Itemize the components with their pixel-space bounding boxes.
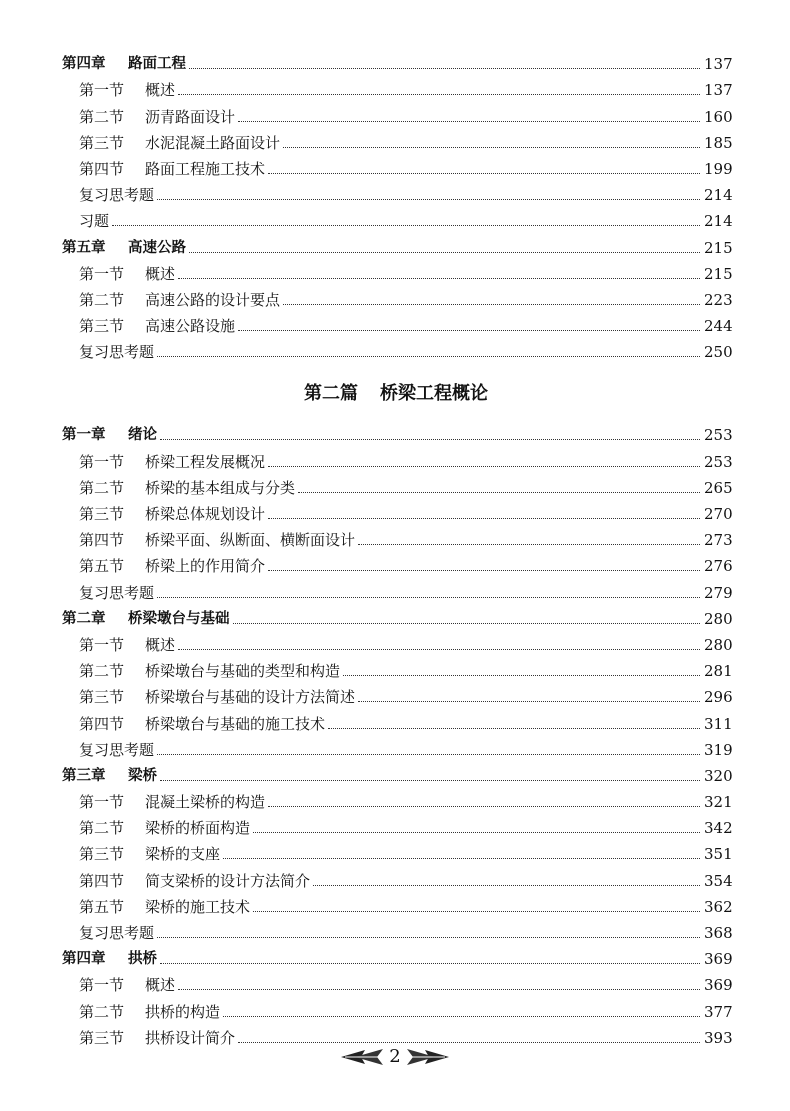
section-number: 第一节 bbox=[79, 452, 125, 471]
dot-leader bbox=[283, 304, 700, 305]
page-footer bbox=[0, 1046, 790, 1067]
section-title: 概述 bbox=[145, 81, 176, 100]
page-ref: 137 bbox=[704, 55, 733, 74]
page-ref: 321 bbox=[704, 793, 733, 812]
dot-leader bbox=[157, 754, 700, 755]
section-number: 第二节 bbox=[79, 107, 125, 126]
dot-leader bbox=[178, 278, 700, 279]
dot-leader bbox=[157, 597, 700, 598]
section-title: 复习思考题 bbox=[79, 740, 155, 759]
section-number: 第一节 bbox=[79, 81, 125, 100]
page-ref: 279 bbox=[704, 583, 733, 602]
page-number: 2 bbox=[389, 1046, 401, 1067]
toc-section-row[interactable] bbox=[62, 309, 733, 336]
dot-leader bbox=[268, 518, 700, 519]
section-number: 第一节 bbox=[79, 976, 125, 995]
dot-leader bbox=[238, 1042, 700, 1043]
page-ref: 215 bbox=[704, 238, 733, 257]
toc-section-row[interactable] bbox=[62, 785, 733, 812]
section-title: 桥梁墩台与基础的类型和构造 bbox=[145, 662, 341, 681]
chapter-number: 第二章 bbox=[62, 610, 106, 627]
dot-leader bbox=[223, 1016, 700, 1017]
table-of-contents bbox=[62, 47, 733, 1047]
section-title: 复习思考题 bbox=[79, 924, 155, 942]
section-number: 第四节 bbox=[79, 159, 125, 178]
section-number: 第二节 bbox=[79, 662, 125, 681]
toc-chapter-row[interactable] bbox=[62, 942, 733, 969]
dot-leader bbox=[268, 173, 700, 174]
dot-leader bbox=[268, 570, 700, 571]
page-ref: 377 bbox=[704, 1002, 733, 1021]
dot-leader bbox=[157, 356, 700, 357]
chapter-title: 拱桥 bbox=[128, 951, 157, 968]
page-ref: 160 bbox=[704, 107, 733, 126]
section-number: 第二节 bbox=[79, 290, 125, 309]
page-ref: 342 bbox=[704, 819, 733, 838]
toc-section-row[interactable] bbox=[62, 497, 733, 523]
page-ref: 270 bbox=[704, 505, 733, 523]
dot-leader bbox=[178, 94, 700, 95]
chapter-title: 绪论 bbox=[128, 427, 157, 444]
section-title: 概述 bbox=[145, 264, 176, 283]
page-ref: 393 bbox=[704, 1028, 733, 1047]
toc-section-row[interactable] bbox=[62, 863, 733, 890]
dot-leader bbox=[253, 832, 700, 833]
section-title: 梁桥的施工技术 bbox=[145, 897, 251, 916]
toc-section-row[interactable] bbox=[62, 178, 733, 205]
page-ref: 319 bbox=[704, 740, 733, 759]
dot-leader bbox=[157, 937, 700, 938]
toc-section-row[interactable] bbox=[62, 126, 733, 152]
toc-section-row[interactable] bbox=[62, 733, 733, 759]
section-number: 第三节 bbox=[79, 505, 125, 523]
chapter-title: 路面工程 bbox=[128, 56, 186, 73]
section-title: 混凝土梁桥的构造 bbox=[145, 793, 266, 812]
section-title: 复习思考题 bbox=[79, 583, 155, 602]
dot-leader bbox=[178, 649, 700, 650]
section-title: 沥青路面设计 bbox=[145, 107, 236, 126]
section-title: 桥梁墩台与基础的设计方法简述 bbox=[145, 688, 356, 707]
page-ref: 223 bbox=[704, 290, 733, 309]
page-ref: 351 bbox=[704, 845, 733, 864]
dot-leader bbox=[298, 492, 700, 493]
section-number: 第三节 bbox=[79, 133, 125, 152]
dot-leader bbox=[268, 806, 700, 807]
page-ref: 250 bbox=[704, 343, 733, 362]
part-title: 桥梁工程概论 bbox=[380, 382, 488, 404]
page-ref: 137 bbox=[704, 81, 733, 100]
toc-section-row[interactable] bbox=[62, 549, 733, 576]
dot-leader bbox=[283, 147, 700, 148]
page-ref: 368 bbox=[704, 924, 733, 942]
toc-section-row[interactable] bbox=[62, 523, 733, 550]
toc-section-row[interactable] bbox=[62, 837, 733, 864]
section-title: 桥梁总体规划设计 bbox=[145, 505, 266, 523]
dot-leader bbox=[189, 252, 700, 253]
dot-leader bbox=[160, 780, 700, 781]
dot-leader bbox=[253, 911, 700, 912]
toc-section-row[interactable] bbox=[62, 994, 733, 1021]
section-title: 复习思考题 bbox=[79, 186, 155, 205]
page-ref: 354 bbox=[704, 871, 733, 890]
section-number: 第五节 bbox=[79, 557, 125, 576]
section-title: 桥梁上的作用简介 bbox=[145, 557, 266, 576]
section-title: 桥梁的基本组成与分类 bbox=[145, 478, 296, 497]
toc-section-row[interactable] bbox=[62, 706, 733, 733]
toc-section-row[interactable] bbox=[62, 916, 733, 942]
toc-section-row[interactable] bbox=[62, 628, 733, 654]
toc-section-row[interactable] bbox=[62, 335, 733, 362]
page-ref: 280 bbox=[704, 635, 733, 654]
page-ref: 296 bbox=[704, 688, 733, 707]
toc-section-row[interactable] bbox=[62, 471, 733, 497]
page-ref: 276 bbox=[704, 557, 733, 576]
page-ref: 265 bbox=[704, 478, 733, 497]
toc-section-row[interactable] bbox=[62, 257, 733, 283]
page-ref: 369 bbox=[704, 950, 733, 969]
page-ref: 244 bbox=[704, 317, 733, 336]
section-number: 第二节 bbox=[79, 478, 125, 497]
toc-section-row[interactable] bbox=[62, 890, 733, 916]
page-ref: 253 bbox=[704, 452, 733, 471]
section-number: 第三节 bbox=[79, 845, 125, 864]
dot-leader bbox=[358, 701, 700, 702]
section-number: 第四节 bbox=[79, 871, 125, 890]
section-title: 路面工程施工技术 bbox=[145, 159, 266, 178]
dot-leader bbox=[112, 225, 700, 226]
section-number: 第三节 bbox=[79, 688, 125, 707]
page-ref: 311 bbox=[704, 714, 733, 733]
chapter-number: 第五章 bbox=[62, 239, 106, 256]
section-title: 拱桥的构造 bbox=[145, 1002, 221, 1021]
toc-section-row[interactable] bbox=[62, 444, 733, 471]
page-ref: 273 bbox=[704, 531, 733, 550]
section-number: 第二节 bbox=[79, 1002, 125, 1021]
toc-chapter-row[interactable] bbox=[62, 47, 733, 74]
section-number: 第一节 bbox=[79, 264, 125, 283]
page-ref: 214 bbox=[704, 186, 733, 205]
chapter-title: 桥梁墩台与基础 bbox=[128, 610, 230, 627]
toc-section-row[interactable] bbox=[62, 99, 733, 126]
chapter-title: 高速公路 bbox=[128, 239, 186, 256]
chapter-number: 第四章 bbox=[62, 951, 106, 968]
dot-leader bbox=[343, 675, 700, 676]
section-title: 梁桥的桥面构造 bbox=[145, 819, 251, 838]
page-ref: 281 bbox=[704, 662, 733, 681]
section-title: 高速公路设施 bbox=[145, 317, 236, 336]
section-title: 拱桥设计简介 bbox=[145, 1028, 236, 1047]
section-number: 第五节 bbox=[79, 897, 125, 916]
page-ref: 199 bbox=[704, 159, 733, 178]
toc-section-row[interactable] bbox=[62, 204, 733, 231]
dot-leader bbox=[223, 858, 700, 859]
dot-leader bbox=[313, 885, 700, 886]
page-ref: 253 bbox=[704, 426, 733, 445]
section-title: 复习思考题 bbox=[79, 343, 155, 362]
chapter-number: 第四章 bbox=[62, 56, 106, 73]
dot-leader bbox=[189, 68, 700, 69]
page-ref: 185 bbox=[704, 133, 733, 152]
toc-chapter-row[interactable] bbox=[62, 602, 733, 628]
toc-chapter-row[interactable] bbox=[62, 759, 733, 785]
dot-leader bbox=[358, 544, 700, 545]
dot-leader bbox=[233, 623, 701, 624]
toc-chapter-row[interactable] bbox=[62, 230, 733, 257]
section-number: 第四节 bbox=[79, 714, 125, 733]
section-title: 水泥混凝土路面设计 bbox=[145, 133, 281, 152]
page-ref: 215 bbox=[704, 264, 733, 283]
dot-leader bbox=[157, 199, 700, 200]
section-title: 桥梁工程发展概况 bbox=[145, 452, 266, 471]
page-ref: 369 bbox=[704, 976, 733, 995]
section-title: 高速公路的设计要点 bbox=[145, 290, 281, 309]
chapter-number: 第一章 bbox=[62, 427, 106, 444]
chapter-number: 第三章 bbox=[62, 767, 106, 784]
section-number: 第三节 bbox=[79, 317, 125, 336]
toc-section-row[interactable] bbox=[62, 283, 733, 309]
section-number: 第一节 bbox=[79, 793, 125, 812]
toc-section-row[interactable] bbox=[62, 152, 733, 178]
section-number: 第四节 bbox=[79, 531, 125, 550]
dot-leader bbox=[160, 439, 700, 440]
section-title: 习题 bbox=[79, 212, 110, 231]
page-ref: 362 bbox=[704, 897, 733, 916]
chapter-title: 梁桥 bbox=[128, 767, 157, 784]
toc-section-row[interactable] bbox=[62, 654, 733, 681]
section-title: 简支梁桥的设计方法简介 bbox=[145, 871, 311, 890]
toc-section-row[interactable] bbox=[62, 73, 733, 100]
dot-leader bbox=[328, 728, 700, 729]
section-title: 梁桥的支座 bbox=[145, 845, 221, 864]
section-number: 第三节 bbox=[79, 1028, 125, 1047]
toc-section-row[interactable] bbox=[62, 680, 733, 707]
dot-leader bbox=[238, 121, 700, 122]
page-ref: 320 bbox=[704, 766, 733, 785]
toc-section-row[interactable] bbox=[62, 575, 733, 602]
dot-leader bbox=[178, 989, 700, 990]
section-title: 概述 bbox=[145, 635, 176, 654]
section-number: 第一节 bbox=[79, 635, 125, 654]
double-left-arrow-icon bbox=[341, 1048, 383, 1066]
dot-leader bbox=[238, 330, 700, 331]
toc-section-row[interactable] bbox=[62, 968, 733, 995]
part-heading bbox=[62, 361, 730, 418]
double-right-arrow-icon bbox=[407, 1048, 449, 1066]
toc-section-row[interactable] bbox=[62, 811, 733, 838]
section-title: 桥梁平面、纵断面、横断面设计 bbox=[145, 531, 356, 550]
part-number: 第二篇 bbox=[304, 382, 358, 404]
toc-chapter-row[interactable] bbox=[62, 418, 733, 445]
section-title: 概述 bbox=[145, 976, 176, 995]
section-number: 第二节 bbox=[79, 819, 125, 838]
toc-section-row[interactable] bbox=[62, 1021, 733, 1047]
dot-leader bbox=[160, 963, 700, 964]
page-ref: 214 bbox=[704, 212, 733, 231]
dot-leader bbox=[268, 466, 700, 467]
page-ref: 280 bbox=[704, 609, 733, 628]
section-title: 桥梁墩台与基础的施工技术 bbox=[145, 714, 326, 733]
